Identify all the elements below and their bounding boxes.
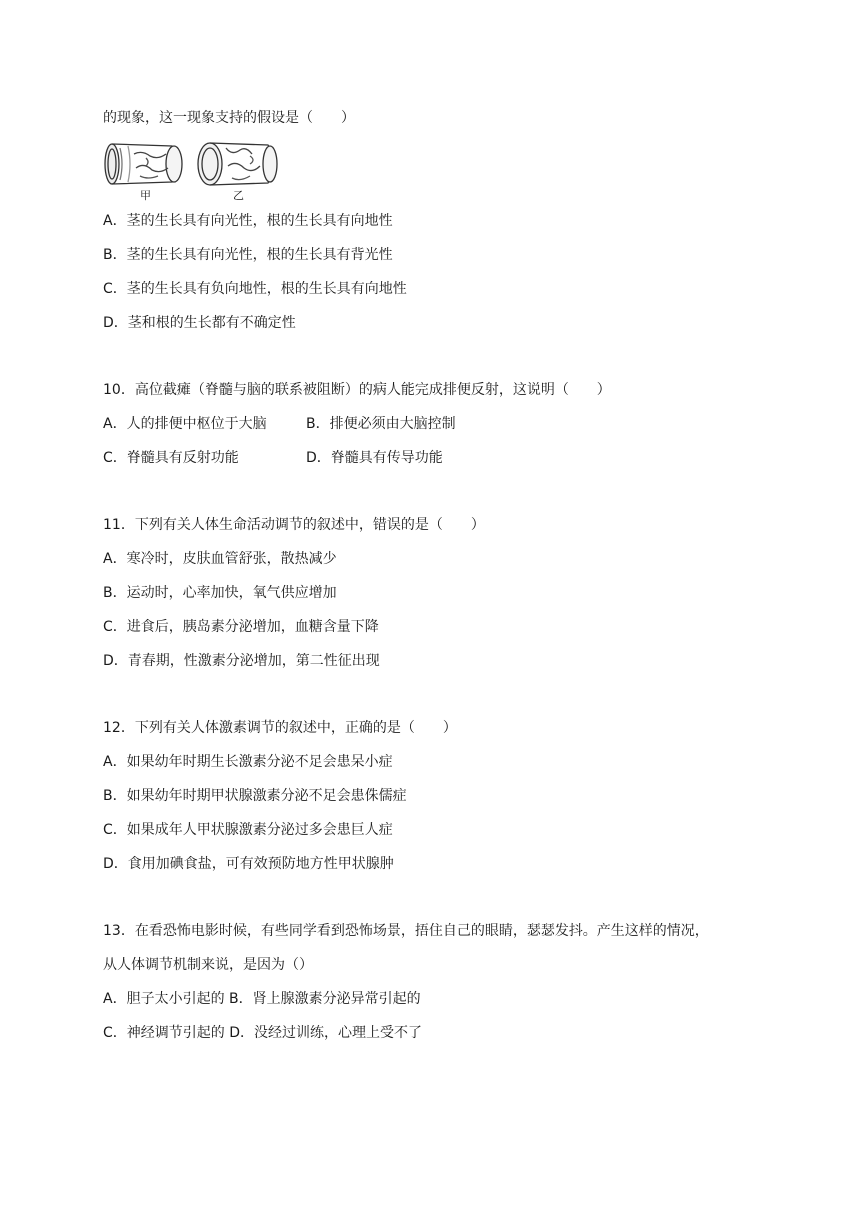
jar-illustration: [100, 140, 290, 206]
q10-stem: 10．高位截瘫（脊髓与脑的联系被阻断）的病人能完成排便反射，这说明（ ）: [103, 382, 611, 398]
plant-experiment-figure: [100, 140, 290, 206]
q12-option-a: A．如果幼年时期生长激素分泌不足会患呆小症: [103, 754, 393, 770]
q13-options-line1: A．胆子太小引起的 B．肾上腺激素分泌异常引起的: [103, 991, 421, 1007]
q10-option-c: C．脊髓具有反射功能: [103, 450, 239, 466]
q11-option-b: B．运动时，心率加快，氧气供应增加: [103, 585, 337, 601]
q11-option-d: D．青春期，性激素分泌增加，第二性征出现: [103, 653, 380, 669]
q12-option-d: D．食用加碘食盐，可有效预防地方性甲状腺肿: [103, 856, 394, 872]
jar-b: [198, 143, 277, 185]
q10-option-a: A．人的排便中枢位于大脑: [103, 416, 267, 432]
figure-label-jia: 甲: [140, 189, 151, 202]
q9-option-d: D．茎和根的生长都有不确定性: [103, 315, 296, 331]
q13-options-line2: C．神经调节引起的 D．没经过训练，心理上受不了: [103, 1025, 423, 1041]
q11-stem: 11．下列有关人体生命活动调节的叙述中，错误的是（ ）: [103, 517, 485, 533]
q13-stem-line2: 从人体调节机制来说，是因为（）: [103, 957, 313, 973]
q10-option-d: D．脊髓具有传导功能: [306, 450, 443, 466]
q11-option-a: A．寒冷时，皮肤血管舒张，散热减少: [103, 551, 337, 567]
q9-option-b: B．茎的生长具有向光性，根的生长具有背光性: [103, 247, 393, 263]
q12-option-b: B．如果幼年时期甲状腺激素分泌不足会患侏儒症: [103, 788, 407, 804]
q13-stem-line1: 13．在看恐怖电影时候，有些同学看到恐怖场景，捂住自己的眼睛，瑟瑟发抖。产生这样的情况，: [103, 923, 709, 939]
jar-a: [105, 144, 182, 184]
q9-stem-tail: 的现象，这一现象支持的假设是（ ）: [103, 110, 355, 126]
q9-option-a: A．茎的生长具有向光性，根的生长具有向地性: [103, 213, 393, 229]
q9-option-c: C．茎的生长具有负向地性，根的生长具有向地性: [103, 281, 407, 297]
q12-stem: 12．下列有关人体激素调节的叙述中，正确的是（ ）: [103, 720, 457, 736]
q12-option-c: C．如果成年人甲状腺激素分泌过多会患巨人症: [103, 822, 393, 838]
figure-label-yi: 乙: [233, 189, 244, 202]
q10-option-b: B．排便必须由大脑控制: [306, 416, 456, 432]
q11-option-c: C．进食后，胰岛素分泌增加，血糖含量下降: [103, 619, 379, 635]
